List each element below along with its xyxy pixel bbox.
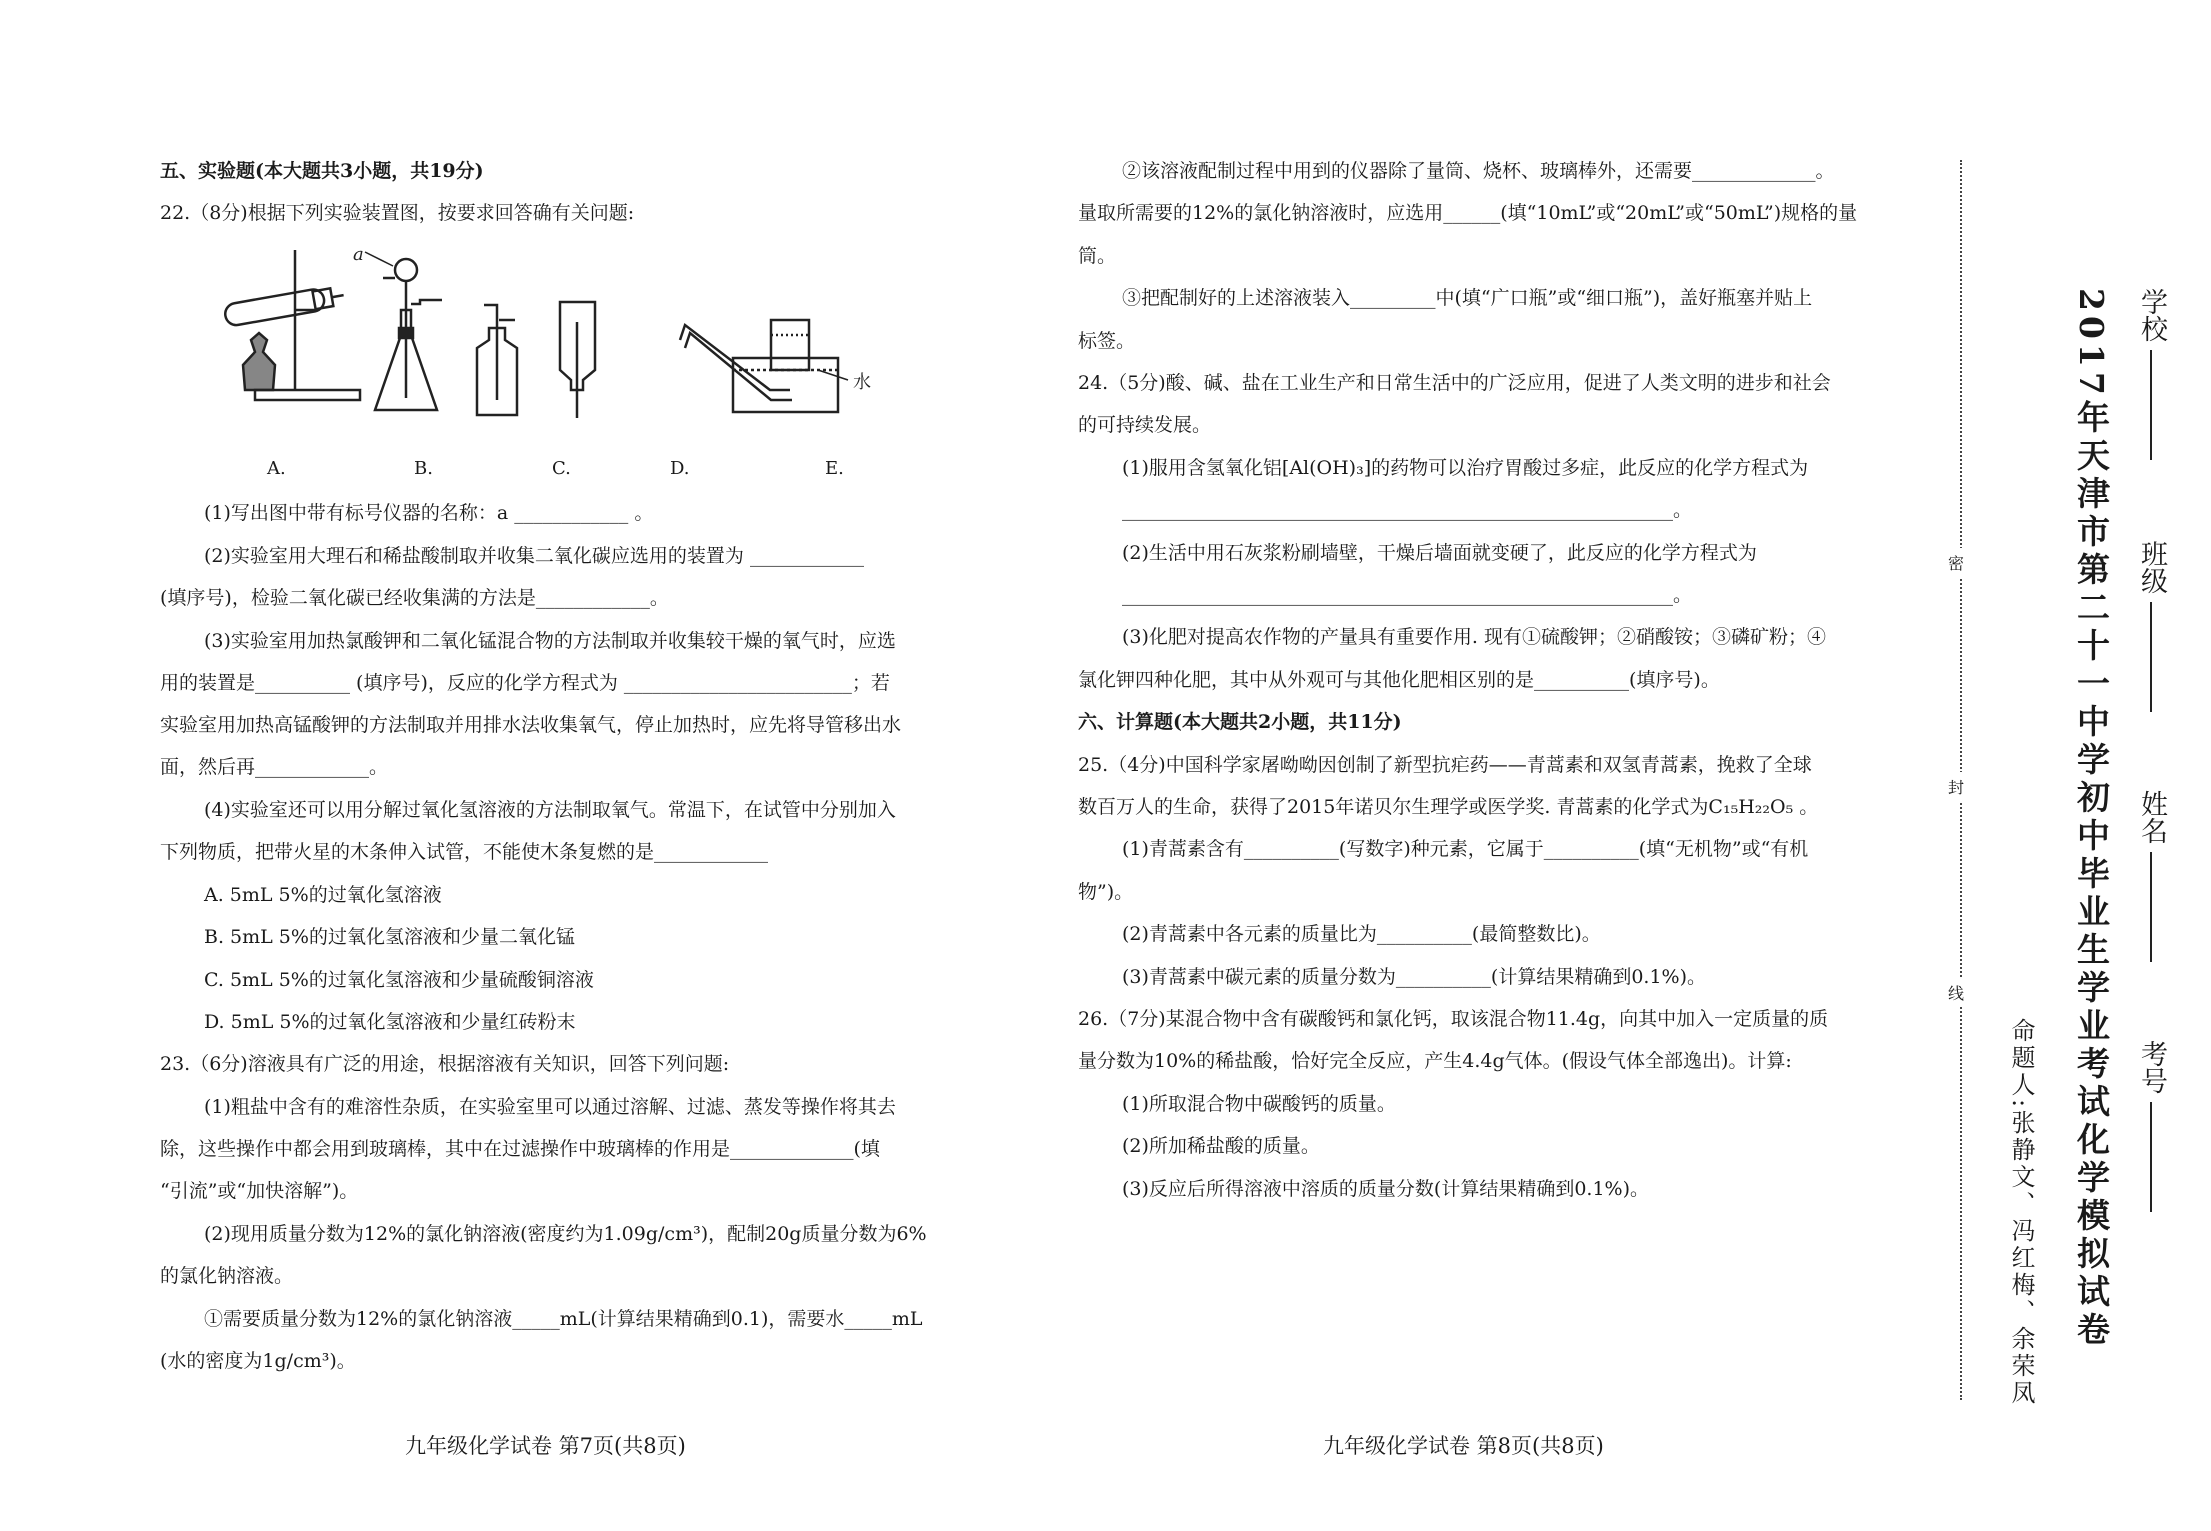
question-23-sub-1-line-1: ①需要质量分数为12%的氯化钠溶液_____mL(计算结果精确到0.1)，需要水_____mL (204, 1308, 923, 1330)
seal-char-feng: 封 (1948, 772, 1964, 801)
question-23-sub-1-line-2: (水的密度为1g/cm³)。 (160, 1350, 356, 1372)
question-22-part-4-line-2: 下列物质，把带火星的木条伸入试管，不能使木条复燃的是____________ (160, 841, 769, 863)
question-25-part-3: (3)青蒿素中碳元素的质量分数为__________(计算结果精确到0.1%)。 (1122, 966, 1707, 988)
question-22-stem: 22.（8分)根据下列实验装置图，按要求回答确有关问题: (160, 202, 635, 224)
exam-title: 2017年天津市第二十一中学初中毕业生学业考试化学模拟试卷 (2072, 288, 2111, 1350)
question-24-part-1: (1)服用含氢氧化铝[Al(OH)₃]的药物可以治疗胃酸过多症，此反应的化学方程式为 (1122, 457, 1809, 479)
choice-c: C. 5mL 5%的过氧化氢溶液和少量硫酸铜溶液 (204, 969, 594, 991)
question-22-part-1: (1)写出图中带有标号仪器的名称：a ____________ 。 (204, 502, 654, 524)
question-24-part-3-line-2: 氯化钾四种化肥，其中从外观可与其他化肥相区别的是__________(填序号)。 (1078, 669, 1720, 691)
apparatus-d-inverted-bottle (560, 302, 595, 418)
question-22-part-3-line-4: 面，然后再____________。 (160, 756, 389, 778)
section-heading-calculation: 六、计算题(本大题共2小题，共11分) (1078, 711, 1402, 733)
question-23-part-2-line-2: 的氯化钠溶液。 (160, 1265, 294, 1287)
apparatus-label-e: E. (825, 458, 844, 479)
exam-number-field (2132, 1040, 2171, 1212)
class-label: 班级 (2136, 540, 2167, 594)
question-23-sub-2-line-3: 筒。 (1078, 245, 1117, 267)
choice-d: D. 5mL 5%的过氧化氢溶液和少量红砖粉末 (204, 1011, 576, 1033)
question-24-part-2: (2)生活中用石灰浆粉刷墙壁，干燥后墙面就变硬了，此反应的化学方程式为 (1122, 542, 1757, 564)
seal-char-xian: 线 (1948, 978, 1964, 1007)
exam-number-blank[interactable] (2150, 1102, 2152, 1212)
question-26-part-2: (2)所加稀盐酸的质量。 (1122, 1135, 1320, 1157)
question-22-part-3-line-1: (3)实验室用加热氯酸钾和二氧化锰混合物的方法制取并收集较干燥的氧气时，应选 (204, 630, 896, 652)
question-25-stem-line-1: 25.（4分)中国科学家屠呦呦因创制了新型抗疟药——青蒿素和双氢青蒿素，挽救了全球 (1078, 754, 1812, 776)
question-22-part-3-line-2: 用的装置是__________ (填序号)，反应的化学方程式为 ________________________；若 (160, 672, 890, 694)
apparatus-diagram (215, 240, 925, 480)
class-blank[interactable] (2150, 602, 2152, 712)
question-22-part-2-line-1: (2)实验室用大理石和稀盐酸制取并收集二氧化碳应选用的装置为 ____________ (204, 545, 864, 567)
name-blank[interactable] (2150, 852, 2152, 962)
question-24-part-1-answer-line: __________________________________________________________。 (1122, 499, 1693, 521)
question-24-stem-line-2: 的可持续发展。 (1078, 414, 1212, 436)
question-24-part-2-answer-line: __________________________________________________________。 (1122, 584, 1693, 606)
exam-number-label: 考号 (2136, 1040, 2167, 1094)
question-24-part-3-line-1: (3)化肥对提高农作物的产量具有重要作用. 现有①硫酸钾；②硝酸铵；③磷矿粉；④ (1122, 626, 1826, 648)
question-23-stem: 23.（6分)溶液具有广泛的用途，根据溶液有关知识，回答下列问题: (160, 1053, 730, 1075)
seal-char-mi: 密 (1948, 548, 1964, 577)
question-25-part-1-line-1: (1)青蒿素含有__________(写数字)种元素，它属于__________(填“无机物”或“有机 (1122, 838, 1809, 860)
question-24-stem-line-1: 24.（5分)酸、碱、盐在工业生产和日常生活中的广泛应用，促进了人类文明的进步和社会 (1078, 372, 1831, 394)
question-25-part-1-line-2: 物”)。 (1078, 881, 1134, 903)
apparatus-c-gas-bottle (477, 305, 517, 415)
school-blank[interactable] (2150, 350, 2152, 460)
question-22-part-3-line-3: 实验室用加热高锰酸钾的方法制取并用排水法收集氧气，停止加热时，应先将导管移出水 (160, 714, 902, 736)
name-label: 姓名 (2136, 790, 2167, 844)
name-field (2132, 790, 2171, 962)
question-22-part-4-line-1: (4)实验室还可以用分解过氧化氢溶液的方法制取氧气。常温下，在试管中分别加入 (204, 799, 896, 821)
question-26-part-1: (1)所取混合物中碳酸钙的质量。 (1122, 1093, 1396, 1115)
class-field (2132, 540, 2171, 712)
question-26-stem-line-1: 26.（7分)某混合物中含有碳酸钙和氯化钙，取该混合物11.4g，向其中加入一定质量的质 (1078, 1008, 1829, 1030)
page-footer-8: 九年级化学试卷 第8页(共8页) (1323, 1434, 1604, 1458)
apparatus-label-b: B. (414, 458, 433, 479)
question-23-sub-3-line-1: ③把配制好的上述溶液装入_________中(填“广口瓶”或“细口瓶”)，盖好瓶塞并贴上 (1122, 287, 1813, 309)
section-heading-experiment: 五、实验题(本大题共3小题，共19分) (160, 160, 484, 182)
question-23-sub-3-line-2: 标签。 (1078, 330, 1136, 352)
question-26-stem-line-2: 量分数为10%的稀盐酸，恰好完全反应，产生4.4g气体。(假设气体全部逸出)。计算: (1078, 1050, 1792, 1072)
page-footer-7: 九年级化学试卷 第7页(共8页) (405, 1434, 686, 1458)
apparatus-e-water-trough (680, 320, 871, 412)
question-23-part-1-line-3: “引流”或“加快溶解”)。 (160, 1180, 359, 1202)
question-25-stem-line-2: 数百万人的生命，获得了2015年诺贝尔生理学或医学奖. 青蒿素的化学式为C₁₅H₂₂O₅ 。 (1078, 796, 1819, 818)
exam-authors: 命题人:张静文、冯红梅、余荣凤 (2007, 1018, 2035, 1408)
apparatus-label-a: A. (267, 458, 286, 479)
question-25-part-2: (2)青蒿素中各元素的质量比为__________(最简整数比)。 (1122, 923, 1601, 945)
choice-b: B. 5mL 5%的过氧化氢溶液和少量二氧化锰 (204, 926, 575, 948)
question-23-sub-2-line-2: 量取所需要的12%的氯化钠溶液时，应选用______(填“10mL”或“20mL”或“50mL”)规格的量 (1078, 202, 1858, 224)
apparatus-letter-a: a (353, 244, 364, 265)
question-26-part-3: (3)反应后所得溶液中溶质的质量分数(计算结果精确到0.1%)。 (1122, 1178, 1650, 1200)
apparatus-label-d: D. (670, 458, 690, 479)
school-field (2132, 288, 2171, 460)
school-label: 学校 (2136, 288, 2167, 342)
question-23-part-1-line-2: 除，这些操作中都会用到玻璃棒，其中在过滤操作中玻璃棒的作用是_____________(填 (160, 1138, 880, 1160)
question-23-part-1-line-1: (1)粗盐中含有的难溶性杂质，在实验室里可以通过溶解、过滤、蒸发等操作将其去 (204, 1096, 896, 1118)
choice-a: A. 5mL 5%的过氧化氢溶液 (204, 884, 442, 906)
apparatus-label-c: C. (552, 458, 571, 479)
question-22-part-2-line-2: (填序号)，检验二氧化碳已经收集满的方法是____________。 (160, 587, 669, 609)
question-23-sub-2-line-1: ②该溶液配制过程中用到的仪器除了量筒、烧杯、玻璃棒外，还需要_____________。 (1122, 160, 1835, 182)
question-23-part-2-line-1: (2)现用质量分数为12%的氯化钠溶液(密度约为1.09g/cm³)，配制20g质量分数为6% (204, 1223, 927, 1245)
apparatus-b-conical-flask (353, 244, 442, 410)
apparatus-a-heating-tube (224, 250, 360, 400)
water-label: 水 (853, 372, 871, 393)
